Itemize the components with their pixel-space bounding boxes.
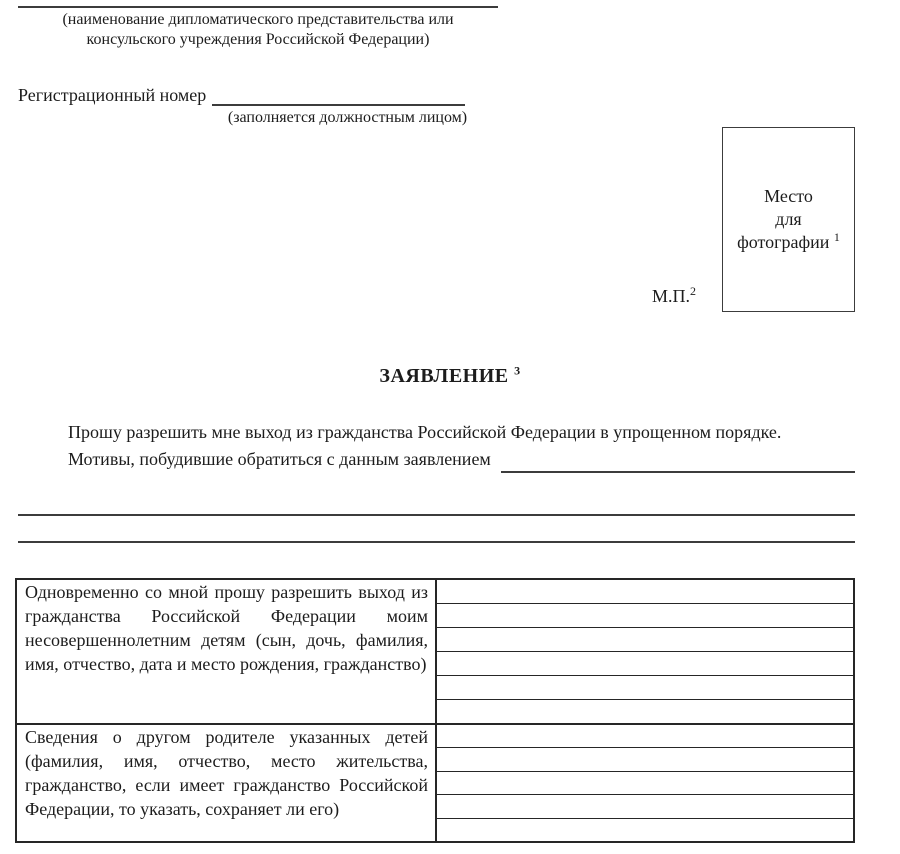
table-blank-fill-line[interactable] (437, 772, 853, 795)
registration-number-caption: (заполняется должностным лицом) (227, 109, 468, 126)
table-blank-fill-line[interactable] (437, 700, 853, 723)
registration-number-fill-line[interactable] (212, 84, 465, 106)
table-blank-fill-line[interactable] (437, 628, 853, 652)
table-blank-fill-line[interactable] (437, 580, 853, 604)
request-paragraph: Прошу разрешить мне выход из гражданства Российской Федерации в упрощенном порядке. (68, 422, 782, 442)
title-footnote-marker: 3 (514, 363, 521, 378)
registration-number-label: Регистрационный номер (18, 85, 207, 105)
org-name-fill-line[interactable] (18, 0, 498, 8)
org-name-caption (18, 8, 498, 50)
table-blank-fill-line[interactable] (437, 604, 853, 628)
table-blank-fill-line[interactable] (437, 725, 853, 748)
stamp-footnote-marker: 2 (690, 284, 697, 298)
registration-number-row (18, 84, 465, 106)
org-name-block (18, 0, 498, 50)
photo-text-line1: Место (764, 186, 813, 206)
photo-text-line2: для (775, 209, 802, 229)
table-row-other-parent-blanks (437, 725, 853, 841)
motives-label: Мотивы, побудившие обратиться с данным заявлением (68, 449, 491, 469)
motives-fill-line[interactable] (501, 451, 855, 473)
org-name-caption-line2: консульского учреждения Российской Федерации) (86, 31, 430, 48)
table-blank-fill-line[interactable] (437, 795, 853, 818)
writing-rule-line-1[interactable] (18, 514, 855, 516)
writing-rule-line-2[interactable] (18, 541, 855, 543)
table-row-children-label: Одновременно со мной прошу разрешить выход из гражданства Российской Федерации моим несовершеннолетним детям (сын, дочь, фамилия, имя, отчество, дата и место рождения, гражданство) (17, 580, 437, 723)
body-text-block (18, 419, 855, 473)
children-info-table (15, 578, 855, 843)
photo-text-line3: фотографии $^1$ (737, 230, 840, 252)
photo-placeholder-text (737, 185, 840, 254)
table-row-other-parent (17, 723, 853, 841)
photo-footnote-marker: 1 (833, 230, 840, 244)
photo-placeholder-box (722, 127, 855, 312)
document-title: ЗАЯВЛЕНИЕ $^3$ (379, 363, 521, 387)
org-name-caption-line1: (наименование дипломатического представительства или (62, 11, 454, 28)
table-blank-fill-line[interactable] (437, 676, 853, 700)
motives-row (18, 446, 855, 473)
table-row-children-blanks (437, 580, 853, 723)
table-row-other-parent-label: Сведения о другом родителе указанных детей (фамилия, имя, отчество, место жительства, гражданство, если имеет гражданство Российской Федерации, то указать, сохраняет ли его) (17, 725, 437, 841)
table-row-children (17, 580, 853, 723)
table-blank-fill-line[interactable] (437, 652, 853, 676)
table-blank-fill-line[interactable] (437, 748, 853, 771)
table-blank-fill-line[interactable] (437, 819, 853, 841)
stamp-mark: М.П.$^2$ (652, 284, 697, 306)
